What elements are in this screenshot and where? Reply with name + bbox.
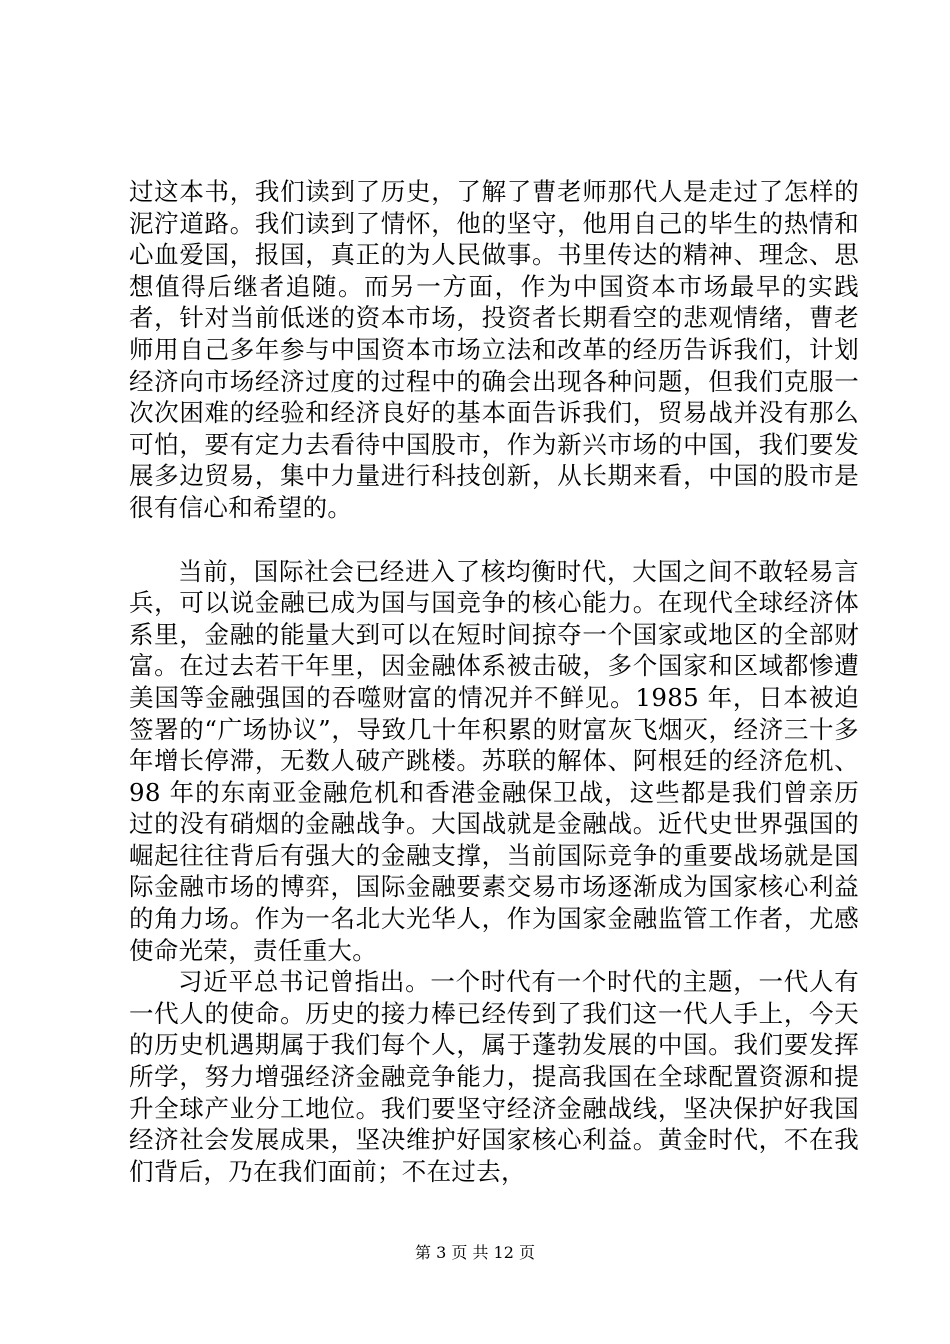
- paragraph-2: 当前，国际社会已经进入了核均衡时代，大国之间不敢轻易言兵，可以说金融已成为国与国竞争的核心能力。在现代全球经济体系里，金融的能量大到可以在短时间掠夺一个国家或地区的全部财富。在过去若干年里，因金融体系被击破，多个国家和区域都惨遭美国等金融强国的吞噬财富的情况并不鲜见。1985 年，日本被迫签署的“广场协议”，导致几十年积累的财富灰飞烟灭，经济三十多年增长停滞，无数人破产跳楼。苏联的解体、阿根廷的经济危机、98 年的东南亚金融危机和香港金融保卫战，这些都是我们曾亲历过的没有硝烟的金融战争。大国战就是金融战。近代史世界强国的崛起往往背后有强大的金融支撑，当前国际竞争的重要战场就是国际金融市场的博弈，国际金融要素交易市场逐渐成为国家核心利益的角力场。作为一名北大光华人，作为国家金融监管工作者，尤感使命光荣，责任重大。: [129, 556, 859, 965]
- paragraph-spacer: [129, 524, 859, 556]
- document-body: [129, 176, 859, 1187]
- paragraph-1: 过这本书，我们读到了历史，了解了曹老师那代人是走过了怎样的泥泞道路。我们读到了情怀，他的坚守，他用自己的毕生的热情和心血爱国，报国，真正的为人民做事。书里传达的精神、理念、思想值得后继者追随。而另一方面，作为中国资本市场最早的实践者，针对当前低迷的资本市场，投资者长期看空的悲观情绪，曹老师用自己多年参与中国资本市场立法和改革的经历告诉我们，计划经济向市场经济过度的过程中的确会出现各种问题，但我们克服一次次困难的经验和经济良好的基本面告诉我们，贸易战并没有那么可怕，要有定力去看待中国股市，作为新兴市场的中国，我们要发展多边贸易，集中力量进行科技创新，从长期来看，中国的股市是很有信心和希望的。: [129, 177, 859, 522]
- paragraph-3: 习近平总书记曾指出。一个时代有一个时代的主题，一代人有一代人的使命。历史的接力棒已经传到了我们这一代人手上，今天的历史机遇期属于我们每个人，属于蓬勃发展的中国。我们要发挥所学，努力增强经济金融竞争能力，提高我国在全球配置资源和提升全球产业分工地位。我们要坚守经济金融战线，坚决保护好我国经济社会发展成果，坚决维护好国家核心利益。黄金时代，不在我们背后，乃在我们面前；不在过去，: [129, 967, 859, 1186]
- page-footer: 第 3 页 共 12 页: [415, 1243, 535, 1262]
